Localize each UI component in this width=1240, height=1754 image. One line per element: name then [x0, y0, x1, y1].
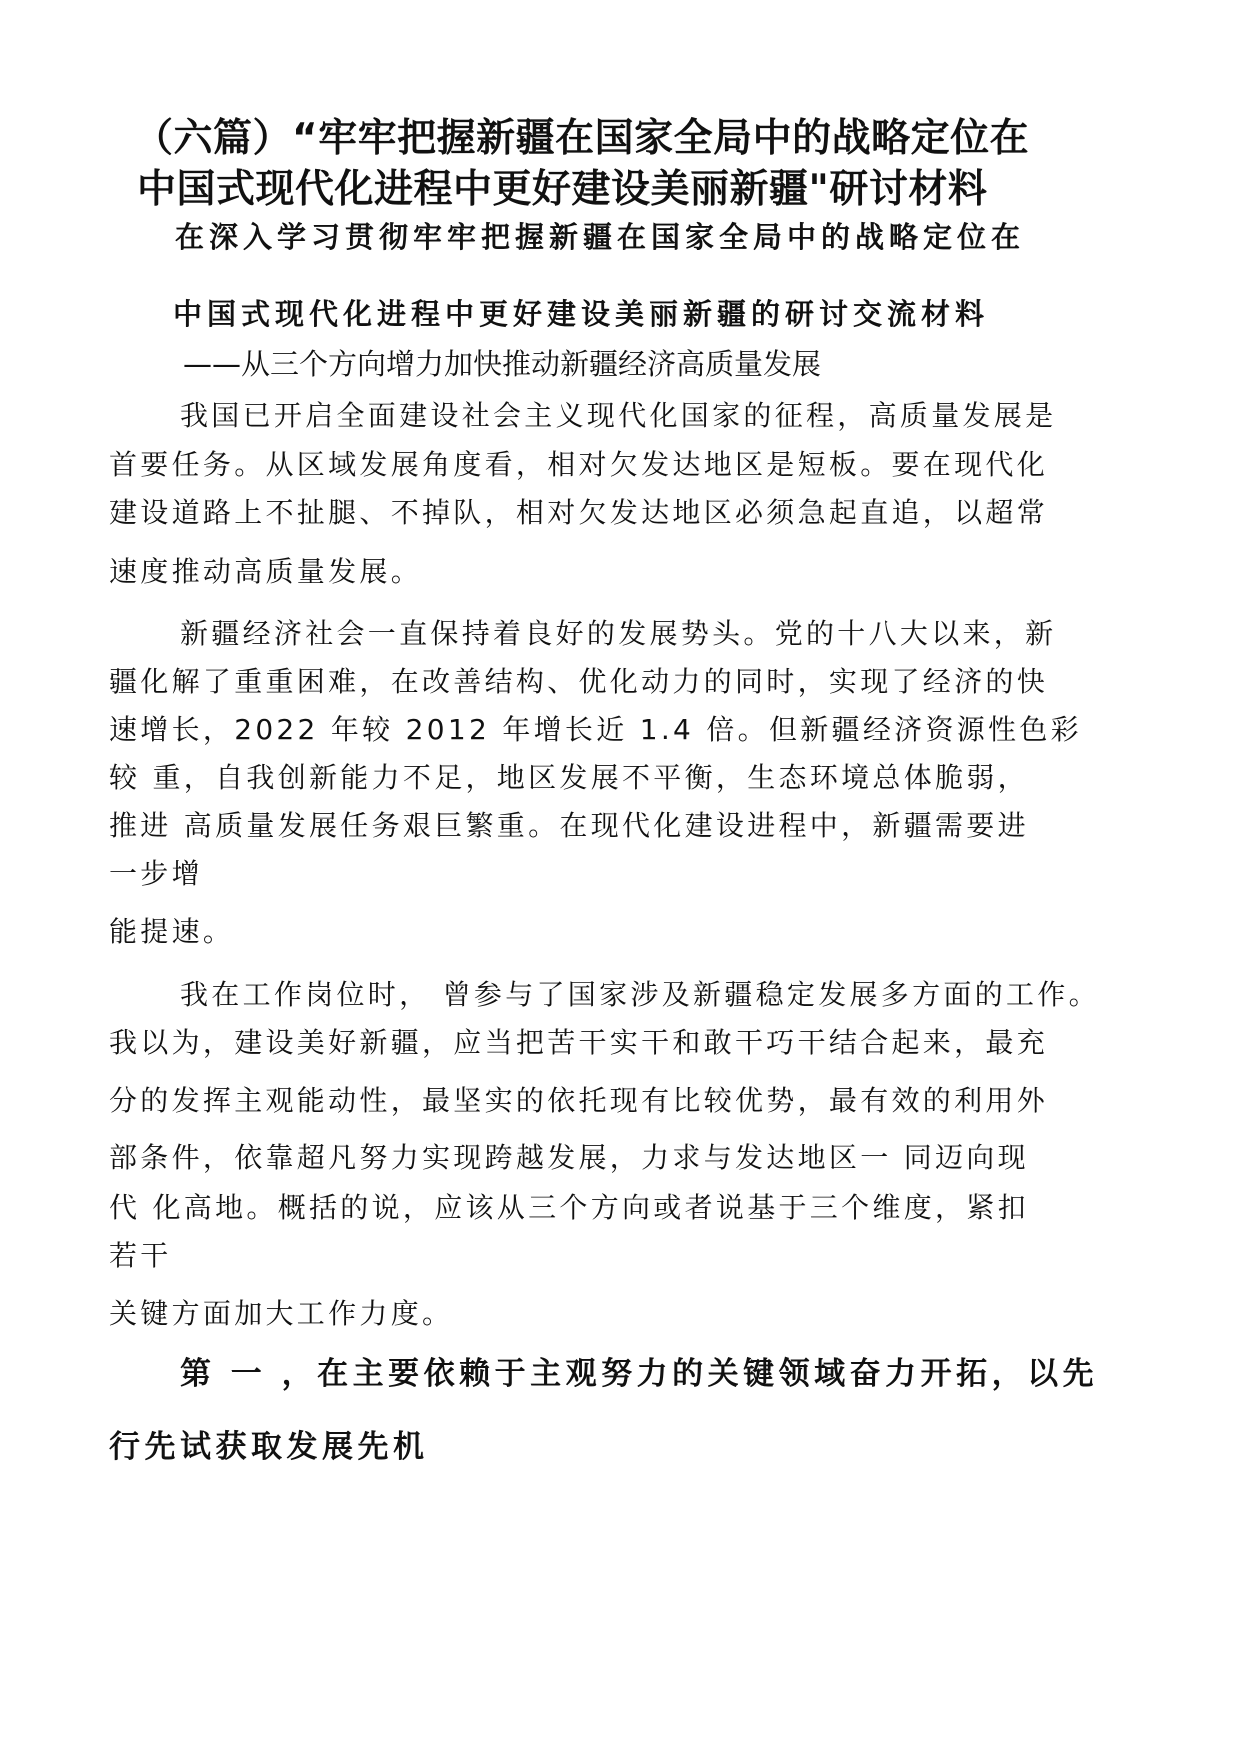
document-heading-line-1: 在深入学习贯彻牢牢把握新疆在国家全局中的战略定位在 — [175, 220, 1026, 254]
paragraph-2-line-1: 新疆经济社会一直保持着良好的发展势头。党的十八大以来，新 — [180, 617, 1057, 650]
paragraph-1-line-4: 速度推动高质量发展。 — [109, 555, 423, 588]
paragraph-1-line-1: 我国已开启全面建设社会主义现代化国家的征程，高质量发展是 — [180, 399, 1057, 432]
section-1-heading-line-2: 行先试获取发展先机 — [109, 1429, 429, 1465]
paragraph-2-line-5: 推进 高质量发展任务艰巨繁重。在现代化建设进程中，新疆需要进 — [109, 809, 1029, 842]
paragraph-1-line-3: 建设道路上不扯腿、不掉队，相对欠发达地区必须急起直追，以超常 — [109, 496, 1049, 529]
paragraph-2-line-4: 较 重，自我创新能力不足，地区发展不平衡，生态环境总体脆弱， — [109, 761, 1029, 794]
paragraph-3-line-7: 关键方面加大工作力度。 — [109, 1297, 454, 1330]
paragraph-3-line-6: 若干 — [109, 1239, 172, 1272]
paragraph-3-line-4: 部条件，依靠超凡努力实现跨越发展，力求与发达地区一 同迈向现 — [109, 1141, 1029, 1174]
paragraph-2-line-3: 速增长，2022 年较 2012 年增长近 1.4 倍。但新疆经济资源性色彩 — [109, 713, 1082, 746]
paragraph-3-line-2: 我以为，建设美好新疆，应当把苦干实干和敢干巧干结合起来，最充 — [109, 1026, 1049, 1059]
document-title-line-2: 中国式现代化进程中更好建设美丽新疆"研讨材料 — [137, 167, 988, 212]
paragraph-3-line-5: 代 化高地。概括的说，应该从三个方向或者说基于三个维度，紧扣 — [109, 1191, 1029, 1224]
section-1-heading-line-1: 第 一 ，在主要依赖于主观努力的关键领域奋力开拓，以先 — [180, 1356, 1099, 1392]
paragraph-3-line-1: 我在工作岗位时， 曾参与了国家涉及新疆稳定发展多方面的工作。 — [180, 978, 1100, 1011]
paragraph-2-line-2: 疆化解了重重困难，在改善结构、优化动力的同时，实现了经济的快 — [109, 665, 1049, 698]
paragraph-3-line-3: 分的发挥主观能动性，最坚实的依托现有比较优势，最有效的利用外 — [109, 1084, 1049, 1117]
paragraph-1-line-2: 首要任务。从区域发展角度看，相对欠发达地区是短板。要在现代化 — [109, 448, 1049, 481]
paragraph-2-line-6: 一步增 — [109, 857, 203, 890]
document-heading-line-2: 中国式现代化进程中更好建设美丽新疆的研讨交流材料 — [173, 297, 990, 331]
paragraph-2-line-7: 能提速。 — [109, 915, 235, 948]
document-subtitle: ——从三个方向增力加快推动新疆经济高质量发展 — [183, 347, 822, 381]
document-title-line-1: （六篇）“牢牢把握新疆在国家全局中的战略定位在 — [134, 116, 1030, 161]
